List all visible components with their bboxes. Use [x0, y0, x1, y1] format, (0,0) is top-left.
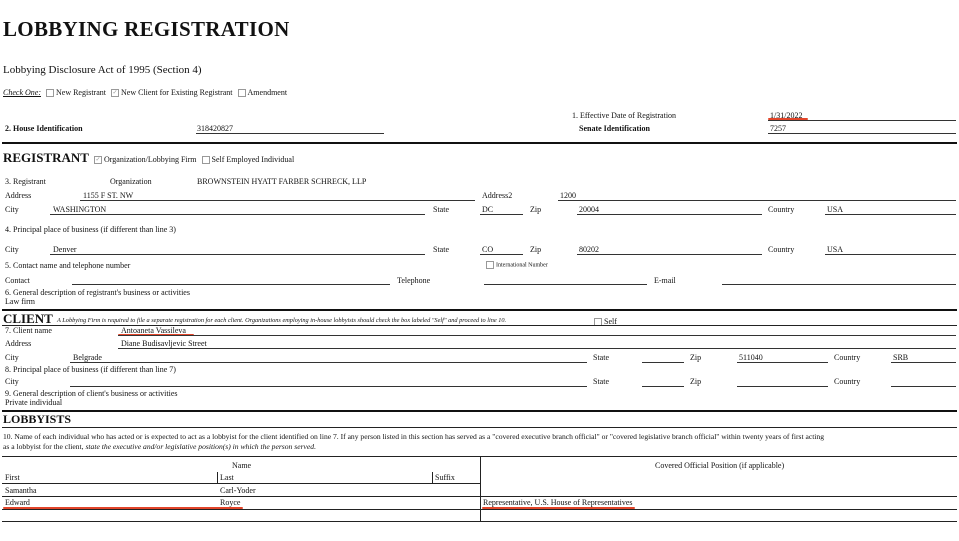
org-value[interactable]: BROWNSTEIN HYATT FARBER SCHRECK, LLP — [197, 177, 367, 186]
lobbyist-first[interactable]: Samantha — [5, 486, 37, 495]
suffix-header: Suffix — [435, 473, 455, 482]
first-header: First — [5, 473, 20, 482]
address-value[interactable]: 1155 F ST. NW — [83, 191, 134, 200]
line4-label: 4. Principal place of business (if different than line 3) — [5, 225, 176, 234]
new-registrant-label: New Registrant — [55, 88, 106, 97]
address-label: Address — [5, 191, 32, 200]
org-label: Organization — [110, 177, 152, 186]
last-header: Last — [220, 473, 234, 482]
client-p-state-label: State — [593, 377, 609, 386]
client-note: A Lobbying Firm is required to file a separate registration for each client. Organizations employing in-house lobbyists should check the box labeled "Self" and proceed to line 10. — [57, 317, 507, 324]
registrant-rule — [2, 142, 957, 144]
p-state-label: State — [433, 245, 449, 254]
client-address-label: Address — [5, 339, 32, 348]
lobbyists-heading: LOBBYISTS — [3, 412, 72, 426]
p-city-label: City — [5, 245, 19, 254]
zip-value[interactable]: 20004 — [579, 205, 599, 214]
page-title: LOBBYING REGISTRATION — [3, 17, 290, 41]
house-id-value[interactable]: 318420827 — [197, 124, 233, 133]
client-city-value[interactable]: Belgrade — [73, 353, 102, 362]
zip-label: Zip — [530, 205, 542, 214]
intl-number-checkbox[interactable] — [486, 261, 494, 269]
self-employed-checkbox[interactable] — [202, 156, 210, 164]
name-header: Name — [232, 461, 252, 470]
lobbyists-rule — [2, 410, 957, 412]
self-label: Self — [604, 317, 617, 326]
org-firm-checkbox[interactable]: ✓ — [95, 157, 101, 164]
lobbyist-last[interactable]: Royce — [220, 498, 241, 507]
p-zip-label: Zip — [530, 245, 542, 254]
effective-date-highlight — [768, 118, 808, 120]
registrant-type-row — [91, 155, 294, 164]
org-firm-label: Organization/Lobbying Firm — [104, 155, 197, 164]
lobbyist-position[interactable]: Representative, U.S. House of Representatives — [483, 498, 633, 507]
client-rule — [2, 309, 957, 311]
intl-number-row — [483, 261, 548, 269]
line6-value[interactable]: Law firm — [5, 297, 35, 306]
contact-label: Contact — [5, 276, 30, 285]
line8-label: 8. Principal place of business (if different than line 7) — [5, 365, 176, 374]
amendment-checkbox[interactable] — [238, 89, 246, 97]
line5-label: 5. Contact name and telephone number — [5, 261, 131, 270]
self-employed-label: Self Employed Individual — [211, 155, 295, 164]
state-value[interactable]: DC — [482, 205, 494, 214]
client-country-value[interactable]: SRB — [893, 353, 909, 362]
lobbyist-first[interactable]: Edward — [5, 498, 30, 507]
table-divider — [480, 456, 481, 522]
client-p-zip-label: Zip — [690, 377, 702, 386]
registrant-heading: REGISTRANT — [3, 150, 89, 165]
new-client-checkbox[interactable]: ✓ — [112, 90, 118, 97]
line9-label: 9. General description of client's business or activities — [5, 389, 178, 398]
check-one-row — [3, 88, 287, 97]
line10-text2 — [3, 442, 316, 451]
line10-italic: state the executive and/or legislative position(s) in which the person served. — [85, 442, 316, 451]
senate-id-value[interactable]: 7257 — [770, 124, 786, 133]
lobbyist-last[interactable]: Carl-Yoder — [220, 486, 256, 495]
effective-date-value[interactable]: 1/31/2022 — [770, 111, 803, 120]
city-label: City — [5, 205, 19, 214]
page-subtitle: Lobbying Disclosure Act of 1995 (Section 4) — [3, 64, 202, 76]
email-label: E-mail — [654, 276, 676, 285]
p-country-label: Country — [768, 245, 795, 254]
house-id-label: 2. House Identification — [5, 124, 83, 133]
check-one-label: Check One: — [3, 88, 41, 97]
position-header: Covered Official Position (if applicable) — [655, 461, 785, 470]
client-name-value[interactable]: Antoaneta Vassileva — [121, 326, 186, 335]
client-zip-label: Zip — [690, 353, 702, 362]
address2-label: Address2 — [482, 191, 513, 200]
line3-label: 3. Registrant — [5, 177, 46, 186]
client-country-label: Country — [834, 353, 861, 362]
line9-value[interactable]: Private individual — [5, 398, 63, 407]
client-state-label: State — [593, 353, 609, 362]
p-city-value[interactable]: Denver — [53, 245, 77, 254]
line10-text2-lead: as a lobbyist for the client, — [3, 442, 84, 451]
line7-label: 7. Client name — [5, 326, 52, 335]
effective-date-label: 1. Effective Date of Registration — [572, 111, 677, 120]
client-p-city-label: City — [5, 377, 19, 386]
new-client-label: New Client for Existing Registrant — [120, 88, 233, 97]
client-p-country-label: Country — [834, 377, 861, 386]
city-value[interactable]: WASHINGTON — [53, 205, 107, 214]
client-city-label: City — [5, 353, 19, 362]
country-label: Country — [768, 205, 795, 214]
line6-label: 6. General description of registrant's business or activities — [5, 288, 190, 297]
p-zip-value[interactable]: 80202 — [579, 245, 599, 254]
country-value[interactable]: USA — [827, 205, 844, 214]
client-zip-value[interactable]: 511040 — [739, 353, 763, 362]
line10-text: 10. Name of each individual who has acted or is expected to act as a lobbyist for the client identified on line 7. If any person listed in this section has served as a "covered executive branch official" or "covered legislative branch official" within twenty years of first acting — [3, 432, 825, 441]
intl-number-label: International Number — [496, 262, 548, 269]
p-state-value[interactable]: CO — [482, 245, 494, 254]
client-address-value[interactable]: Diane Budisavljevic Street — [121, 339, 207, 348]
p-country-value[interactable]: USA — [827, 245, 844, 254]
lobbyists-underline — [2, 427, 957, 428]
state-label: State — [433, 205, 449, 214]
address2-value[interactable]: 1200 — [560, 191, 576, 200]
telephone-label: Telephone — [397, 276, 431, 285]
client-heading: CLIENT — [3, 311, 53, 326]
amendment-label: Amendment — [247, 88, 288, 97]
senate-id-label: Senate Identification — [579, 124, 650, 133]
new-registrant-checkbox[interactable] — [46, 89, 54, 97]
